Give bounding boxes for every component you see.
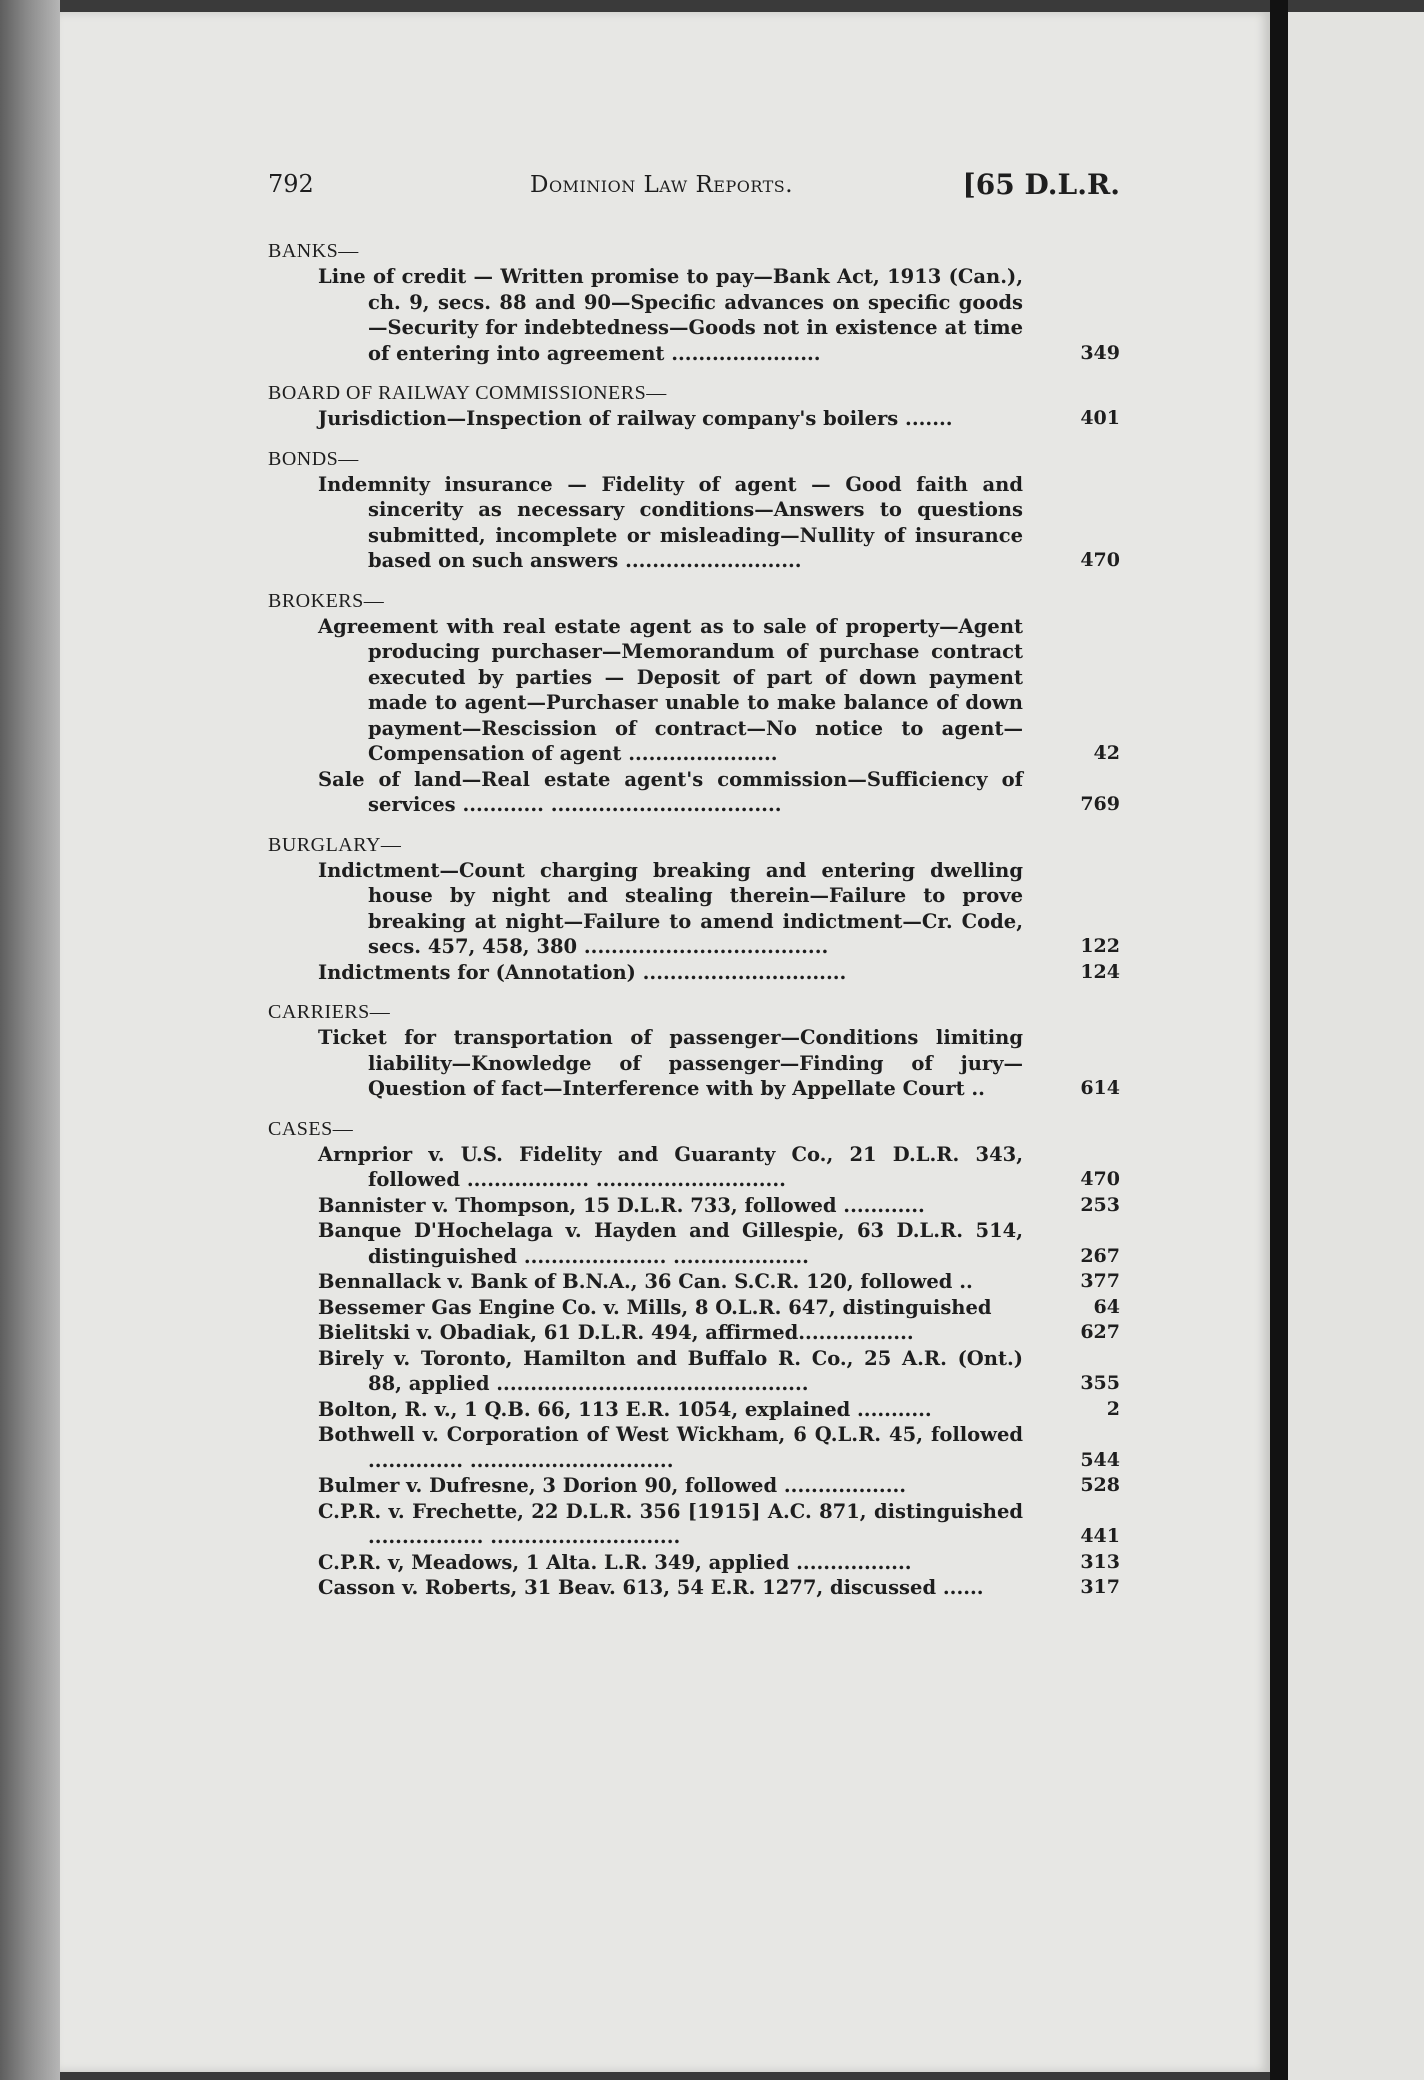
entry-text	[268, 1575, 1023, 1601]
index-section	[268, 588, 1120, 818]
entry-page-number: 64	[1093, 1295, 1120, 1318]
section-heading: CASES—	[268, 1117, 354, 1140]
entry-text-content: Indemnity insurance — Fidelity of agent — Good faith and sincerity as necessary conditions—Answers to questions submitted, incomplete or misleading—Nullity of insurance based on such answers ..........................	[318, 472, 1023, 572]
index-entry	[268, 1422, 1120, 1473]
entry-text-content: Bulmer v. Dufresne, 3 Dorion 90, followed ..................	[318, 1474, 907, 1497]
entry-text-content: Agreement with real estate agent as to sale of property—Agent producing purchaser—Memorandum of purchase contract executed by parties — Deposit of part of down payment made to agent—Purchaser unable to make balance of down payment—Rescission of contract—No notice to agent—Compensation of agent ......................	[318, 614, 1023, 765]
entry-text-content: Indictment—Count charging breaking and entering dwelling house by night and stealing therein—Failure to prove breaking at night—Failure to amend indictment—Cr. Code, secs. 457, 458, 380 ....................................	[318, 858, 1023, 958]
index-entry	[268, 1397, 1120, 1423]
section-heading: BONDS—	[268, 447, 359, 470]
page-header	[268, 170, 1120, 216]
entry-text	[268, 767, 1023, 818]
index-section	[268, 999, 1120, 1102]
entry-text-content: C.P.R. v. Frechette, 22 D.L.R. 356 [1915] A.C. 871, distinguished ................. ............................	[318, 1499, 1023, 1548]
entry-text-content: Banque D'Hochelaga v. Hayden and Gillespie, 63 D.L.R. 514, distinguished ..................... ....................	[318, 1219, 1023, 1268]
entry-text	[268, 1422, 1023, 1473]
entry-text	[268, 960, 1023, 986]
entry-page-number: 769	[1080, 793, 1120, 815]
entry-text	[268, 264, 1023, 366]
entry-text	[268, 1397, 1023, 1423]
index-entry	[268, 1269, 1120, 1295]
index-section	[268, 1116, 1120, 1601]
volume-label: [65 D.L.R.	[962, 168, 1120, 201]
entry-page-number: 313	[1080, 1550, 1120, 1573]
entry-text-content: Ticket for transportation of passenger—Conditions limiting liability—Knowledge of passenger—Finding of jury—Question of fact—Interference with by Appellate Court ..	[318, 1026, 1023, 1100]
entry-text-content: C.P.R. v, Meadows, 1 Alta. L.R. 349, applied .................	[318, 1550, 912, 1574]
index-sections	[268, 238, 1120, 1601]
index-entry	[268, 1218, 1120, 1269]
entry-text	[268, 614, 1023, 767]
entry-text	[268, 858, 1023, 960]
entry-text-content: Sale of land—Real estate agent's commission—Sufficiency of services ............ ..................................	[318, 767, 1023, 816]
entry-text-content: Indictments for (Annotation) ..............................	[318, 960, 847, 984]
entry-text	[268, 1218, 1023, 1269]
index-section	[268, 380, 1120, 432]
index-entry	[268, 767, 1120, 818]
page-number: 792	[268, 170, 314, 198]
entry-text-content: Jurisdiction—Inspection of railway company's boilers .......	[318, 407, 953, 430]
index-entry	[268, 1025, 1120, 1102]
section-heading: CARRIERS—	[268, 1001, 391, 1023]
index-entry	[268, 1193, 1120, 1219]
entry-page-number: 42	[1093, 742, 1120, 764]
book-spine-edge	[0, 0, 60, 2080]
entry-text	[268, 1499, 1023, 1550]
entry-text	[268, 1025, 1023, 1102]
index-section	[268, 446, 1120, 574]
entry-page-number: 317	[1080, 1576, 1120, 1598]
entry-page-number: 401	[1080, 407, 1120, 429]
entry-page-number: 544	[1080, 1448, 1120, 1471]
entry-page-number: 253	[1080, 1193, 1120, 1216]
entry-text-content: Bennallack v. Bank of B.N.A., 36 Can. S.C.R. 120, followed ..	[318, 1270, 973, 1293]
index-entry	[268, 1473, 1120, 1499]
index-entry	[268, 472, 1120, 574]
entry-page-number: 627	[1080, 1321, 1120, 1343]
entry-text	[268, 1142, 1023, 1193]
index-entry	[268, 1346, 1120, 1397]
entry-text	[268, 472, 1023, 574]
entry-text	[268, 1269, 1023, 1295]
entry-text	[268, 1346, 1023, 1397]
section-heading: BURGLARY—	[268, 833, 402, 856]
section-heading: BROKERS—	[268, 589, 385, 612]
index-entry	[268, 614, 1120, 767]
entry-text-content: Bothwell v. Corporation of West Wickham, 6 Q.L.R. 45, followed .............. ..............................	[318, 1423, 1023, 1472]
index-entry	[268, 1575, 1120, 1601]
entry-page-number: 124	[1080, 960, 1120, 983]
entry-text-content: Bannister v. Thompson, 15 D.L.R. 733, followed ............	[318, 1193, 925, 1217]
entry-text-content: Bessemer Gas Engine Co. v. Mills, 8 O.L.R. 647, distinguished	[318, 1295, 992, 1319]
entry-page-number: 355	[1080, 1372, 1120, 1394]
index-entry	[268, 406, 1120, 432]
entry-page-number: 122	[1080, 935, 1120, 957]
index-entry	[268, 264, 1120, 366]
entry-page-number: 470	[1080, 1168, 1120, 1190]
entry-text-content: Arnprior v. U.S. Fidelity and Guaranty Co., 21 D.L.R. 343, followed .................. ............................	[318, 1142, 1023, 1191]
entry-text	[268, 1320, 1023, 1346]
index-entry	[268, 960, 1120, 986]
index-section	[268, 832, 1120, 986]
index-section	[268, 238, 1120, 366]
entry-page-number: 441	[1080, 1525, 1120, 1547]
entry-text-content: Line of credit — Written promise to pay—Bank Act, 1913 (Can.), ch. 9, secs. 88 and 90—Specific advances on specific goods—Security for indebtedness—Goods not in existence at time of entering into agreement ......................	[318, 265, 1023, 365]
entry-page-number: 470	[1080, 549, 1120, 571]
facing-page-edge	[1288, 12, 1424, 2080]
entry-text-content: Bolton, R. v., 1 Q.B. 66, 113 E.R. 1054, explained ...........	[318, 1397, 932, 1421]
entry-page-number: 377	[1080, 1270, 1120, 1292]
entry-page-number: 614	[1080, 1077, 1120, 1099]
entry-text	[268, 1295, 1023, 1321]
entry-page-number: 528	[1080, 1474, 1120, 1496]
entry-text	[268, 1193, 1023, 1219]
entry-text	[268, 1550, 1023, 1576]
index-entry	[268, 1499, 1120, 1550]
index-entry	[268, 1142, 1120, 1193]
entry-text	[268, 1473, 1023, 1499]
entry-text-content: Birely v. Toronto, Hamilton and Buffalo R. Co., 25 A.R. (Ont.) 88, applied ..............................................	[318, 1346, 1023, 1395]
section-heading: BANKS—	[268, 240, 359, 262]
index-entry	[268, 1550, 1120, 1576]
entry-text-content: Casson v. Roberts, 31 Beav. 613, 54 E.R. 1277, discussed ......	[318, 1576, 984, 1599]
section-heading: BOARD OF RAILWAY COMMISSIONERS—	[268, 382, 667, 404]
index-entry	[268, 858, 1120, 960]
index-page-content	[268, 170, 1120, 1615]
entry-page-number: 2	[1106, 1397, 1120, 1420]
entry-page-number: 349	[1080, 341, 1120, 364]
entry-page-number: 267	[1080, 1244, 1120, 1267]
index-entry	[268, 1320, 1120, 1346]
index-entry	[268, 1295, 1120, 1321]
entry-text	[268, 406, 1023, 432]
entry-text-content: Bielitski v. Obadiak, 61 D.L.R. 494, affirmed.................	[318, 1321, 914, 1344]
running-title: Dominion Law Reports.	[530, 172, 794, 198]
book-gutter	[1270, 0, 1288, 2080]
